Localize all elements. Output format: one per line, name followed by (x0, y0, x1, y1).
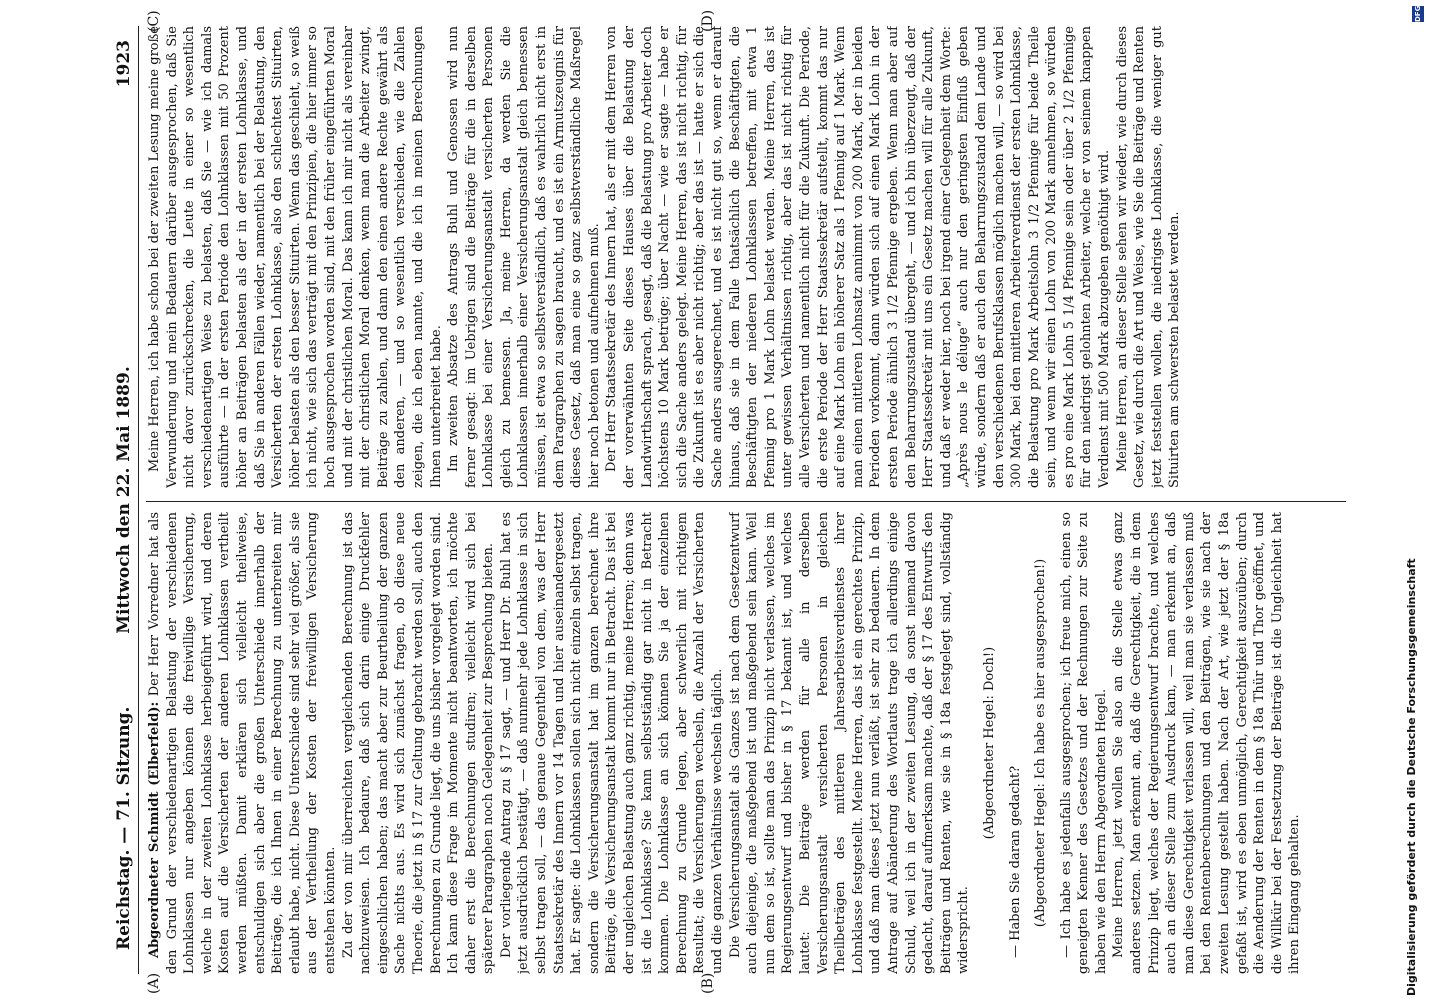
credit-text: Digitalisierung gefördert durch die Deutsche Forschungsgemeinschaft (1405, 558, 1418, 996)
paragraph (146, 512, 340, 974)
margin-marker-b: (B) (700, 972, 716, 994)
margin-marker-d: (D) (700, 9, 716, 32)
digitization-credit (1405, 0, 1418, 996)
right-column (146, 26, 1346, 488)
page-number: 1923 (114, 40, 134, 88)
margin-marker-a: (A) (146, 972, 162, 994)
column-divider (146, 501, 1346, 502)
paragraph: Im zweiten Absatze des Antrags Buhl und Genossen wird nun ferner gesagt: im Uebrigen sind die Beiträge für die in derselben Lohnklasse bei einer Versicherungsanstalt versicherten Personen gleich zu bemessen. Ja, meine Herren, da werden Sie die Lohnklassen innerhalb einer Versicherungsanstalt gleich bemessen müssen, ist etwa so selbstverständlich, daß es wahrlich nicht erst in dem Paragraphen zu sagen braucht, und es ist ein Armutszeugnis für dieses Gesetz, daß man eine so ganz selbstverständliche Maßregel hier noch betonen und aufnehmen muß. (446, 26, 602, 488)
paragraph: Die Versicherungsanstalt als Ganzes ist nach dem Gesetzentwurf auch diejenige, die maßgebend ist und maßgebend sein kann. Weil nun dem so ist, sollte man das Prinzip nicht verlassen, welches im Regierungsentwurf und bisher in § 17 bekannt ist, und welches lautet: Die Beiträge werden für alle in derselben Versicherungsanstalt versicherten Personen in gleichen Theilbeträgen des mittleren Jahresarbeitsverdienstes ihrer Lohnklasse festgestellt. Meine Herren, das ist ein gerechtes Prinzip, und daß man dieses jetzt nun verläßt, ist sehr zu bedauern. In dem Antrage auf Abänderung des Wortlauts trage ich allerdings einige Schuld, weil ich in der zweiten Lesung, da sonst niemand davon gedacht, darauf aufmerksam machte, daß der § 17 des Entwurfs den Beiträgen und Renten, wie sie in § 18a festgelegt sind, vollständig widerspricht. (727, 512, 972, 974)
paragraph-text: Der Herr Vorredner hat als den Grund der verschiedenartigen Belastung der verschiedenen Lohnklassen nur angeben können die freiwillige Versicherung, welche in der zweiten Lohnklasse herbeigeführt wird, und deren Kosten auf die Versicherten der anderen Lohnklassen vertheilt werden müßten. Damit erklären sich vielleicht theilweise, entschuldigen sich aber die großen Unterschiede innerhalb der Beiträge, die ich Ihnen in einer Berechnung zu unterbreiten mir erlaubt habe, nicht. Diese Unterschiede sind sehr viel größer, als sie aus der Vertheilung der Kosten der freiwilligen Versicherung entstehen könnten. (147, 512, 338, 974)
paragraph: — Ich habe es jedenfalls ausgesprochen; ich freue mich, einen so geneigten Kenner des Gesetzes und der Rechnungen zur Seite zu haben wie den Herrn Abgeordneten Hegel. (1058, 512, 1109, 974)
paragraph: Zu der von mir überreichten vergleichenden Berechnung ist das nachzuweisen. Ich bedaure, daß sich darin einige Druckfehler eingeschlichen haben; das macht aber zur Beurtheilung der ganzen Sache nichts aus. Es wird sich zunächst fragen, ob diese neue Theorie, die jetzt in § 17 zur Geltung gebracht werden soll, auch den Berechnungen zu Grunde liegt, die uns bisher vorgelegt worden sind. Ich kann diese Frage im Momente nicht beantworten, ich möchte daher erst die Berechnungen studiren; vielleicht wird sich bei späterer Paragraphen noch Gelegenheit zur Besprechung bieten. (340, 512, 497, 974)
speaker-name: Abgeordneter Schmidt (Elberfeld): (147, 701, 162, 958)
paragraph: — Haben Sie daran gedacht? (1007, 765, 1023, 958)
interjection: (Abgeordneter Hegel: Ich habe es hier ausgesprochen!) (1033, 558, 1049, 928)
dfg-logo: DFG (1414, 5, 1422, 22)
header-date: Mittwoch den 22. Mai 1889. (114, 366, 134, 634)
paragraph: Meine Herren, ich habe schon bei der zweiten Lesung meine große Verwunderung und mein Bedauern darüber ausgesprochen, daß Sie nicht davor zurückschrecken, die Leute in einer so wesentlich verschiedenartigen Weise zu belasten, daß Sie — wie ich damals ausführte — in der ersten Periode den Lohnklassen mit 50 Prozent höher an Beiträgen belasten als der in der ersten Lohnklasse, und daß Sie in anderen Fällen wieder, namentlich bei der Belastung, den Versicherten der ersten Lohnklasse, also den schlechtest Situirten, höher belasten als den besser Situirten. Wenn das geschieht, so weiß ich nicht, wie sich das verträgt mit den Prinzipien, die hier immer so hoch ausgesprochen worden sind, mit den früher eingeführten Moral und mit der christlichen Moral. Das kann ich mir nicht als vereinbar mit der christlichen Moral denken, wenn man die Arbeiter zwingt, Beiträge zu zahlen, und dann den einen andere Rechte gewährt als den anderen, — und so wesentlich verschieden, wie die Zahlen zeigen, die ich eben nannte, und die ich in meinen Berechnungen Ihnen unterbreitet habe. (147, 26, 444, 488)
paragraph: Der Herr Staatssekretär des Innern hat, als er mit dem Herren von der vorerwähnten Seite dieses Hauses über die Belastung der Landwirthschaft sprach, gesagt, daß die Belastung pro Arbeiter doch höchstens 10 Mark betrüge; über Nacht — wie er sagte — habe er sich die Sache anders gelegt. Meine Herren, das ist nicht richtig, für die Zukunft ist es aber nicht richtig; aber das ist — hatte er sich die Sache anders ausgerechnet, und es ist nicht gut so, wenn er darauf hinaus, daß sie in dem Falle thatsächlich die Beschäftigten, die Beschäftigten der niederen Lohnklassen betreffen, mit etwa 1 Pfennig pro 1 Mark Lohn belastet werden. Meine Herren, das ist unter gewissen Verhältnissen richtig, aber das ist nicht richtig für alle Versicherten und namentlich nicht für die Zukunft. Die Periode, die erste Periode der Herr Staatssekretär aufstellt, kommt das nur auf eine Mark Lohn ein höherer Satz als 1 Pfennig auf 1 Mark. Wenn man einen mittleren Lohnsatz annimmt von 200 Mark, der in beiden Perioden vorkommt, dann würden sich auf einen Mark Lohn in der ersten Periode ähnlich 3 1/2 Pfennige ergeben. Wenn man aber auf den Beharrungszustand übergeht, — und ich bin überzeugt, daß der Herr Staatssekretär mit uns ein Gesetz machen will für alle Zukunft, und daß er weder hier, noch bei irgend einer Gelegenheit dem Worte: „Après nous le déluge“ auch nur den geringsten Einfluß geben würde, sondern daß er auch den Beharrungszustand dem Lande und den verschiedenen Berufsklassen möglich machen will, — so wird bei 300 Mark, bei den mittleren Arbeiterverdienst der ersten Lohnklasse, die Belastung pro Mark Arbeitslohn 3 1/2 Pfennige für beide Theile sein, und wenn wir einen Lohn von 200 Mark annehmen, so würden es pro eine Mark Lohn 5 1/4 Pfennige sein oder über 2 1/2 Pfennige für den niedrigst gelohnten Arbeiter, welche er von seinem knappen Verdienst mit 500 Mark abzugeben genöthigt wird. (604, 26, 1113, 488)
paragraph: Meine Herren, an dieser Stelle sehen wir wieder, wie durch dieses Gesetz, wie durch die Art und Weise, wie Sie die Beiträge und Renten jetzt feststellen wollen, die niedrigste Lohnklasse, die weniger gut Situirten am schwersten belastet werden. (1114, 26, 1183, 488)
paragraph: Der vorliegende Antrag zu § 17 sagt, — und Herr Dr. Buhl hat es jetzt ausdrücklich bestätigt, — daß nunmehr jede Lohnklasse in sich selbst tragen soll, — das genaue Gegentheil von dem, was der Herr Staatssekretär des Innern vor 14 Tagen und hier auseinandergesetzt hat. Er sagte: die Lohnklassen sollen sich nicht einzeln selbst tragen, sondern die Versicherungsanstalt hat im ganzen berechnet ihre Beiträge, die Versicherungsanstalt kommt nur in Betracht. Das ist bei der ungleichen Belastung auch ganz richtig, meine Herren; denn was ist die Lohnklasse? Sie kann selbstständig gar nicht in Betracht kommen. Die Lohnklasse an sich können Sie ja der einzelnen Berechnung zu Grunde legen, aber schwerlich mit richtigem Resultat; die Versicherungen wechseln, die Anzahl der Versicherten und die ganzen Verhältnisse wechseln täglich. (498, 512, 725, 974)
paragraph: Meine Herren, jetzt wollen Sie also an die Stelle etwas ganz anderes setzen. Man erkennt an, daß die Gerechtigkeit, die in dem Prinzip liegt, welches der Regierungsentwurf brachte, und welches auch an dieser Stelle zum Ausdruck kam, — man erkennt an, daß man diese Gerechtigkeit verlassen will, weil man sie verlassen muß bei den Rentenberechnungen und den Beiträgen, wie sie nach der zweiten Lesung gestellt haben. Nach der Art, wie jetzt der § 18a gefaßt ist, wird es eben unmöglich, Gerechtigkeit auszuüben; durch die Aenderung der Renten in dem § 18a Thür und Thor geöffnet, und die Willkür bei der Festsetzung der Beiträge ist die Ungleichheit hat ihren Eingang gehalten. (1111, 512, 1303, 974)
left-column (146, 512, 1346, 974)
margin-marker-c: (C) (146, 10, 162, 32)
page-header (112, 26, 139, 974)
interjection: (Abgeordneter Hegel: Doch!) (981, 646, 997, 840)
header-session: Reichstag. — 71. Sitzung. (114, 706, 134, 950)
